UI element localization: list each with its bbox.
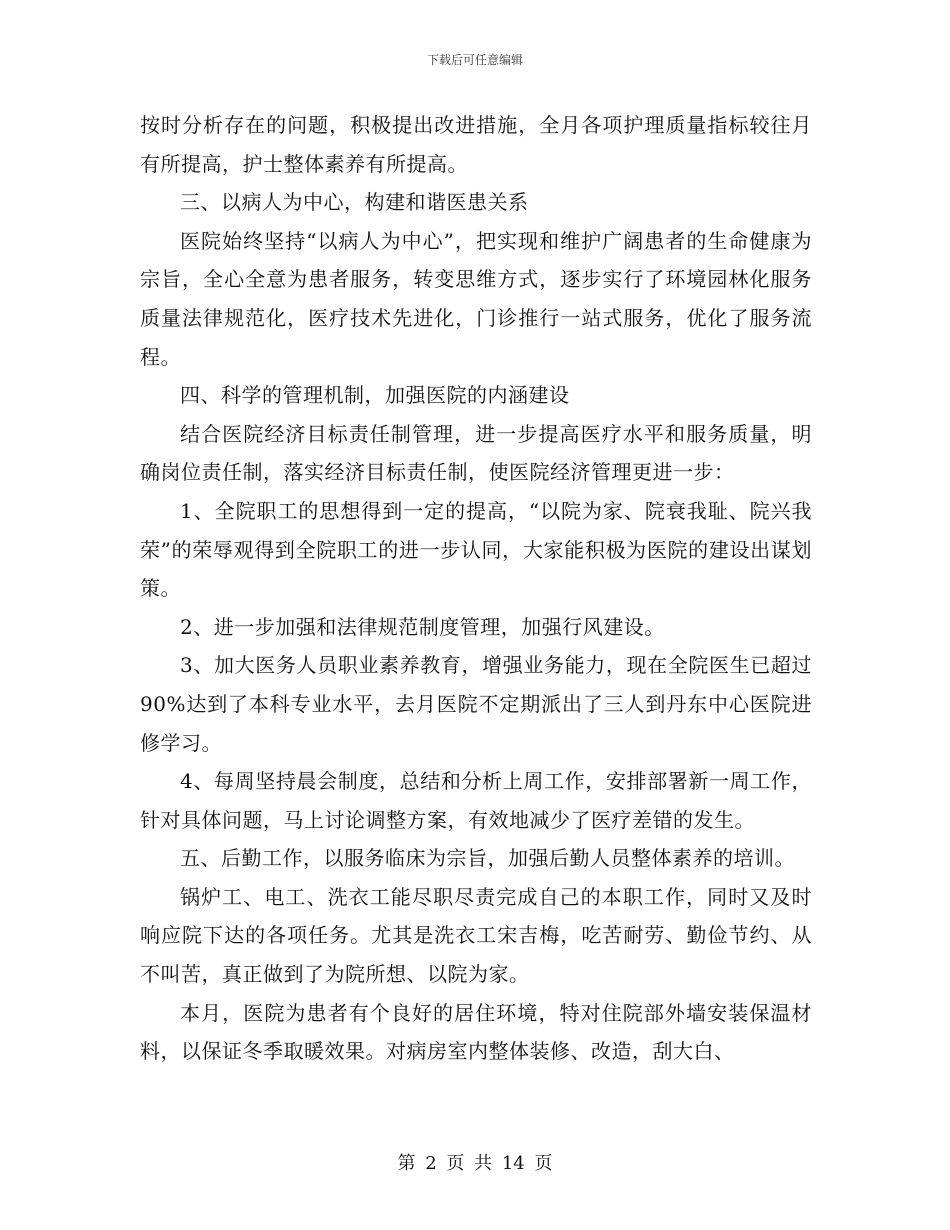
section-heading-5: 五、后勤工作，以服务临床为宗旨，加强后勤人员整体素养的培训。 — [180, 846, 795, 871]
list-item-2: 2、进一步加强和法律规范制度管理，加强行风建设。 — [180, 614, 665, 639]
page-number-footer: 第 2 页 共 14 页 — [397, 1153, 553, 1174]
section-heading-4: 四、科学的管理机制，加强医院的内涵建设 — [180, 383, 570, 408]
document-body — [140, 106, 812, 1071]
list-item-3: 3、加大医务人员职业素养教育，增强业务能力，现在全院医生已超过90%达到了本科专业水平，去月医院不定期派出了三人到丹东中心医院进修学习。 — [140, 653, 812, 755]
paragraph-2: 医院始终坚持“以病人为中心”，把实现和维护广阔患者的生命健康为宗旨，全心全意为患者服务，转变思维方式，逐步实行了环境园林化服务质量法律规范化，医疗技术先进化，门诊推行一站式服务，优化了服务流程。 — [140, 228, 812, 369]
list-item-1: 1、全院职工的思想得到一定的提高，“以院为家、院衰我耻、院兴我荣”的荣辱观得到全院职工的进一步认同，大家能积极为医院的建设出谋划策。 — [140, 498, 812, 601]
section-heading-3: 三、以病人为中心，构建和谐医患关系 — [180, 190, 529, 215]
paragraph-5: 本月，医院为患者有个良好的居住环境，特对住院部外墙安装保温材料，以保证冬季取暖效果。对病房室内整体装修、改造，刮大白、 — [140, 1000, 812, 1064]
paragraph-4: 锅炉工、电工、洗衣工能尽职尽责完成自己的本职工作，同时又及时响应院下达的各项任务。尤其是洗衣工宋吉梅，吃苦耐劳、勤俭节约、从不叫苦，真正做到了为院所想、以院为家。 — [140, 884, 812, 987]
page-header: 下载后可任意编辑 — [426, 53, 523, 67]
paragraph-1: 按时分析存在的问题，积极提出改进措施，全月各项护理质量指标较往月有所提高，护士整体素养有所提高。 — [140, 113, 812, 176]
paragraph-3: 结合医院经济目标责任制管理，进一步提高医疗水平和服务质量，明确岗位责任制，落实经济目标责任制，使医院经济管理更进一步： — [140, 421, 812, 485]
list-item-4: 4、每周坚持晨会制度，总结和分析上周工作，安排部署新一周工作，针对具体问题，马上讨论调整方案，有效地减少了医疗差错的发生。 — [140, 769, 812, 832]
